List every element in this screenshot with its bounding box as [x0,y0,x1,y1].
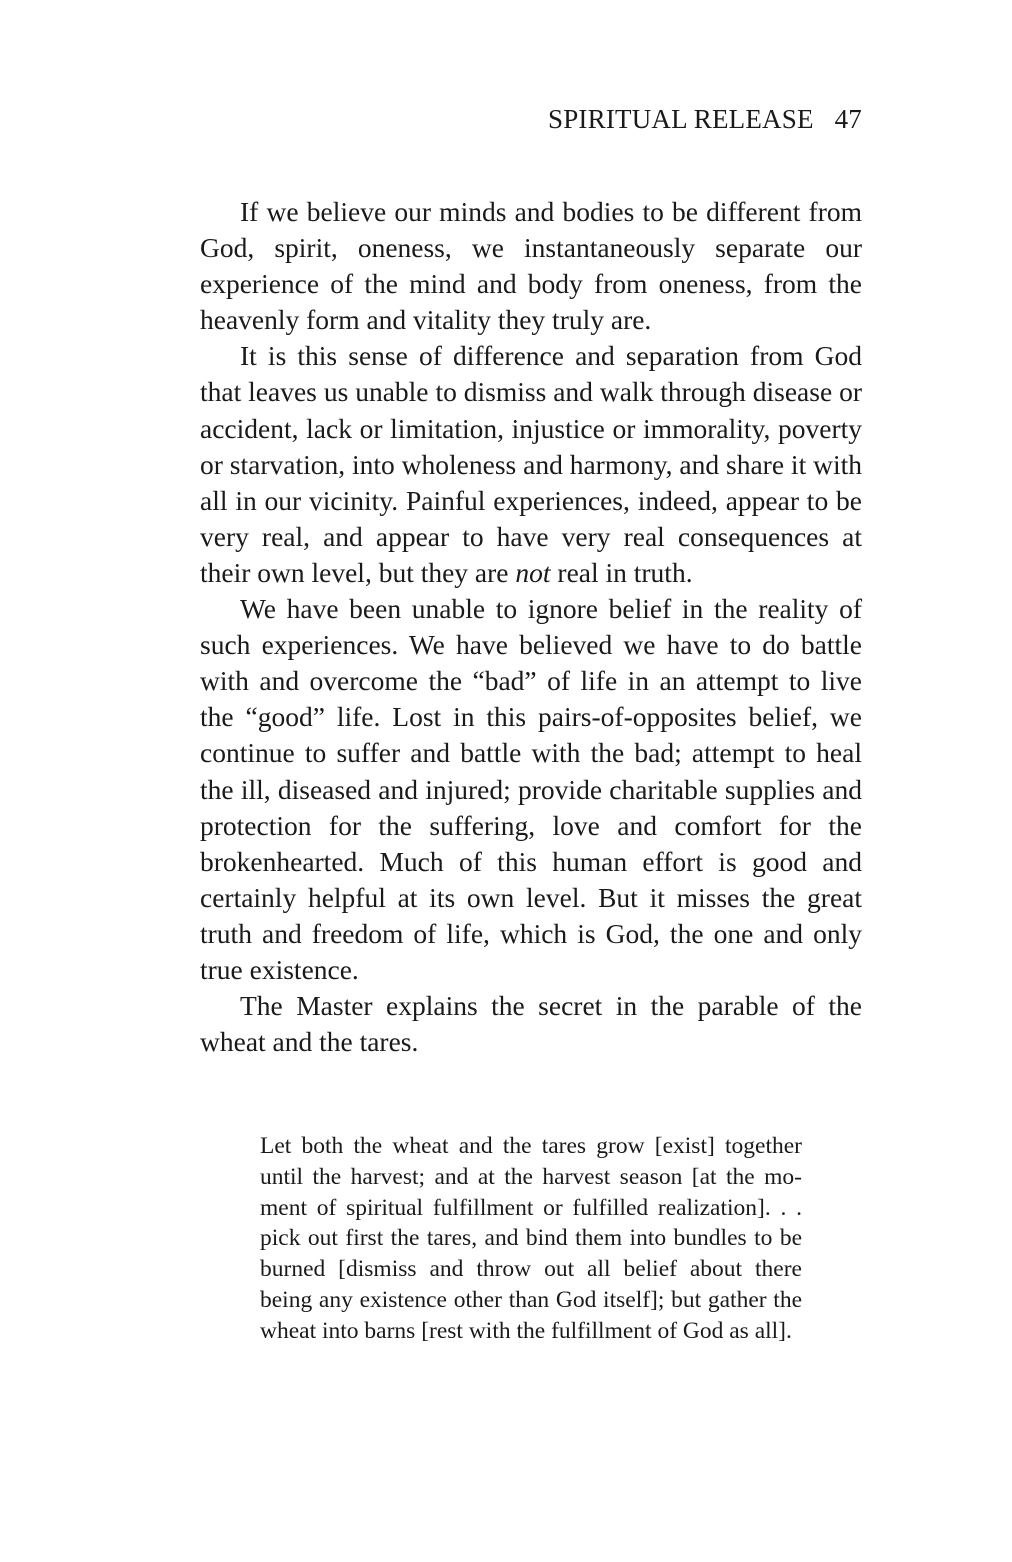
paragraph-4: The Master explains the secret in the parable of the wheat and the tares. [200,990,862,1058]
paragraph-3: We have been unable to ignore belief in the reality of such experiences. We have believed we have to do battle with and overcome the “bad” of life in an attempt to live the “good” life. Lost in this pairs-of-opposites belief, we continue to suffer and battle with the bad; attempt to heal the ill, diseased and injured; provide charitable supplies and protection for the suffering, love and comfort for the brokenhearted. Much of this human effort is good and certainly helpful at its own level. But it misses the great truth and freedom of life, which is God, the one and only true existence. [200,593,862,985]
running-header [548,104,862,135]
quote-text: Let both the wheat and the tares grow [exist] together until the harvest; and at the harvest season [at the moment of spiritual fulfillment or fulfilled realization]. . . pick out first the tares, and bind them into bundles to be burned [dismiss and throw out all belief about there being any existence other than God itself]; but gather the wheat into barns [rest with the fulfillment of God as all]. [260,1133,802,1344]
chapter-title: SPIRITUAL RELEASE [547,104,814,134]
page-number: 47 [834,104,862,134]
body-text [200,194,862,1060]
paragraph-1: If we believe our minds and bodies to be different from God, spirit, oneness, we instantaneously separate our experience of the mind and body from oneness, from the heavenly form and vitality they truly are. [200,196,862,336]
paragraph-2-text-b: real in truth. [557,556,693,588]
paragraph-2-emphasis: not [515,556,551,588]
block-quote [260,1131,802,1347]
paragraph-2 [200,338,862,591]
paragraph-2-text-a: It is this sense of difference and separation from God that leaves us unable to dismiss and walk through disease or accident, lack or limitation, injustice or immorality, poverty or starvation, into wholeness and harmony, and share it with all in our vicinity. Painful experiences, indeed, appear to be very real, and appear to have very real consequences at their own level, but they are [200,340,862,588]
